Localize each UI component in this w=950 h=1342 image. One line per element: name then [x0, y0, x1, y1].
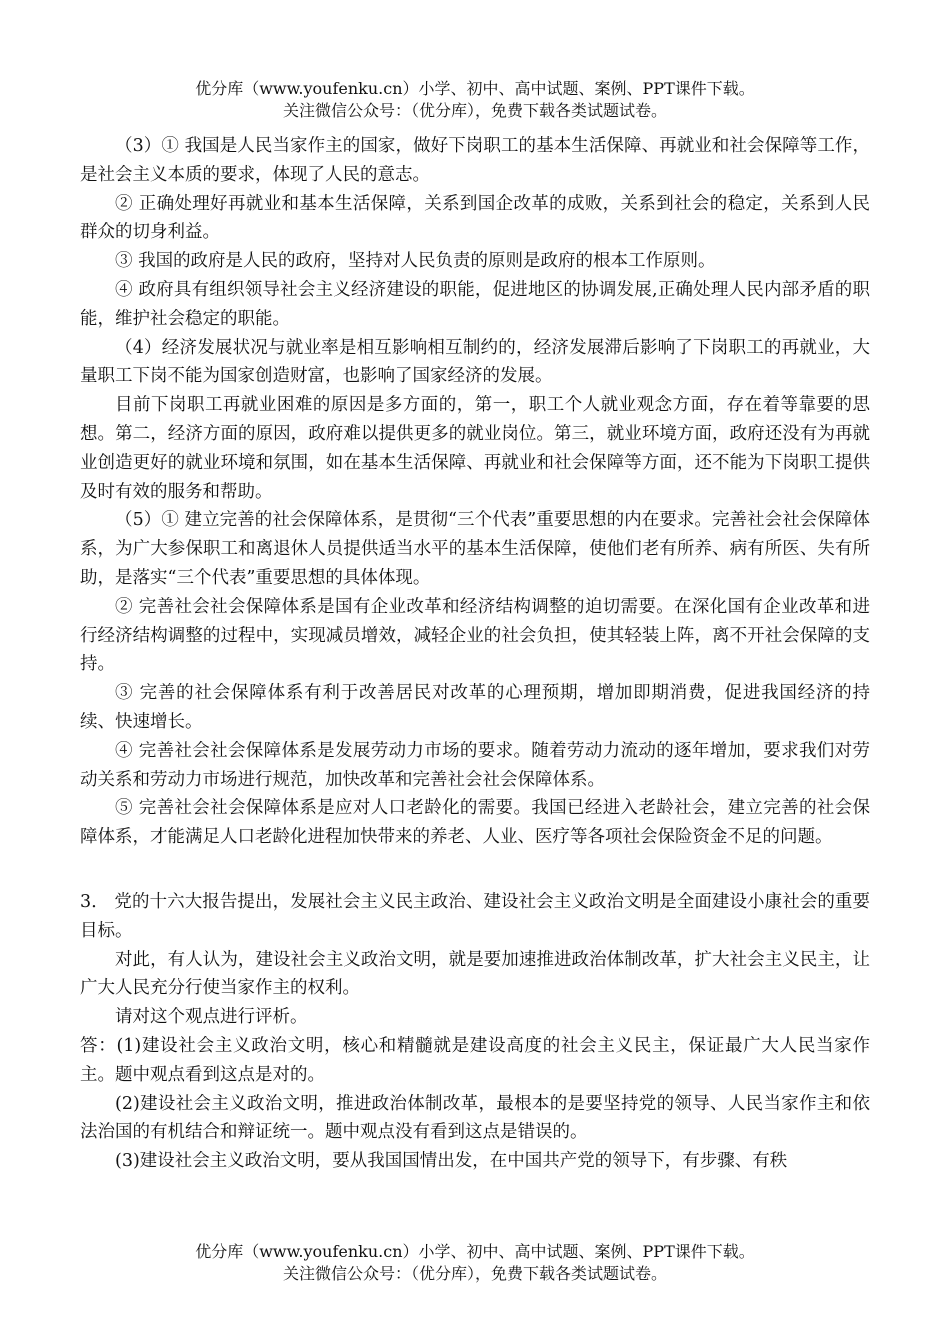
- question-3-stem: 3． 党的十六大报告提出，发展社会主义民主政治、建设社会主义政治文明是全面建设小康社会的重要目标。: [80, 891, 870, 941]
- question-3-prompt: 请对这个观点进行评析。: [115, 1007, 308, 1028]
- paragraph-5-4: ④ 完善社会社会保障体系是发展劳动力市场的要求。随着劳动力流动的逐年增加，要求我们对劳动关系和劳动力市场进行规范，加快改革和完善社会社会保障体系。: [80, 740, 870, 790]
- paragraph-4: （4）经济发展状况与就业率是相互影响相互制约的，经济发展滞后影响了下岗职工的再就业，大量职工下岗不能为国家创造财富，也影响了国家经济的发展。: [80, 337, 870, 387]
- question-3-view: 对此，有人认为，建设社会主义政治文明，就是要加速推进政治体制改革，扩大社会主义民主，让广大人民充分行使当家作主的权利。: [80, 949, 870, 999]
- footer-line-2: 关注微信公众号：（优分库），免费下载各类试题试卷。: [282, 1264, 667, 1283]
- header-line-1: 优分库（www.youfenku.cn）小学、初中、高中试题、案例、PPT课件下载。: [195, 79, 755, 98]
- paragraph-3-4: ④ 政府具有组织领导社会主义经济建设的职能，促进地区的协调发展,正确处理人民内部矛盾的职能，维护社会稳定的职能。: [80, 279, 870, 329]
- answer-3: (3)建设社会主义政治文明，要从我国国情出发，在中国共产党的领导下，有步骤、有秩: [115, 1151, 788, 1172]
- paragraph-5-3: ③ 完善的社会保障体系有利于改善居民对改革的心理预期，增加即期消费，促进我国经济的持续、快速增长。: [80, 683, 870, 732]
- paragraph-3-3: ③ 我国的政府是人民的政府，坚持对人民负责的原则是政府的根本工作原则。: [115, 251, 716, 272]
- answer-1: 答：(1)建设社会主义政治文明，核心和精髓就是建设高度的社会主义民主，保证最广大人民当家作主。题中观点看到这点是对的。: [80, 1035, 870, 1085]
- paragraph-4-reasons: 目前下岗职工再就业困难的原因是多方面的，第一，职工个人就业观念方面，存在着等靠要的思想。第二，经济方面的原因，政府难以提供更多的就业岗位。第三，就业环境方面，政府还没有为再就业创造更好的就业环境和氛围，如在基本生活保障、再就业和社会保障等方面，还不能为下岗职工提供及时有效的服务和帮助。: [80, 395, 870, 502]
- paragraph-5-5: ⑤ 完善社会社会保障体系是应对人口老龄化的需要。我国已经进入老龄社会，建立完善的社会保障体系，才能满足人口老龄化进程加快带来的养老、人业、医疗等各项社会保险资金不足的问题。: [80, 798, 870, 848]
- paragraph-5-2: ② 完善社会社会保障体系是国有企业改革和经济结构调整的迫切需要。在深化国有企业改革和进行经济结构调整的过程中，实现减员增效，减轻企业的社会负担，使其轻装上阵，离不开社会保障的支持。: [80, 596, 870, 675]
- document-body: [80, 132, 870, 1176]
- footer-line-1: 优分库（www.youfenku.cn）小学、初中、高中试题、案例、PPT课件下载。: [195, 1242, 755, 1261]
- paragraph-3-1: （3）① 我国是人民当家作主的国家，做好下岗职工的基本生活保障、再就业和社会保障等工作，是社会主义本质的要求，体现了人民的意志。: [80, 136, 870, 185]
- page-header: [0, 78, 950, 122]
- paragraph-3-2: ② 正确处理好再就业和基本生活保障，关系到国企改革的成败，关系到社会的稳定，关系到人民群众的切身利益。: [80, 193, 870, 243]
- section-spacer: [80, 852, 870, 888]
- header-line-2: 关注微信公众号：（优分库），免费下载各类试题试卷。: [282, 101, 667, 120]
- paragraph-5-1: （5）① 建立完善的社会保障体系，是贯彻“三个代表”重要思想的内在要求。完善社会社会保障体系，为广大参保职工和离退休人员提供适当水平的基本生活保障，使他们老有所养、病有所医、失有所助，是落实“三个代表”重要思想的具体体现。: [80, 510, 870, 588]
- answer-2: (2)建设社会主义政治文明，推进政治体制改革，最根本的是要坚持党的领导、人民当家作主和依法治国的有机结合和辩证统一。题中观点没有看到这点是错误的。: [80, 1093, 870, 1143]
- page-footer: [0, 1241, 950, 1285]
